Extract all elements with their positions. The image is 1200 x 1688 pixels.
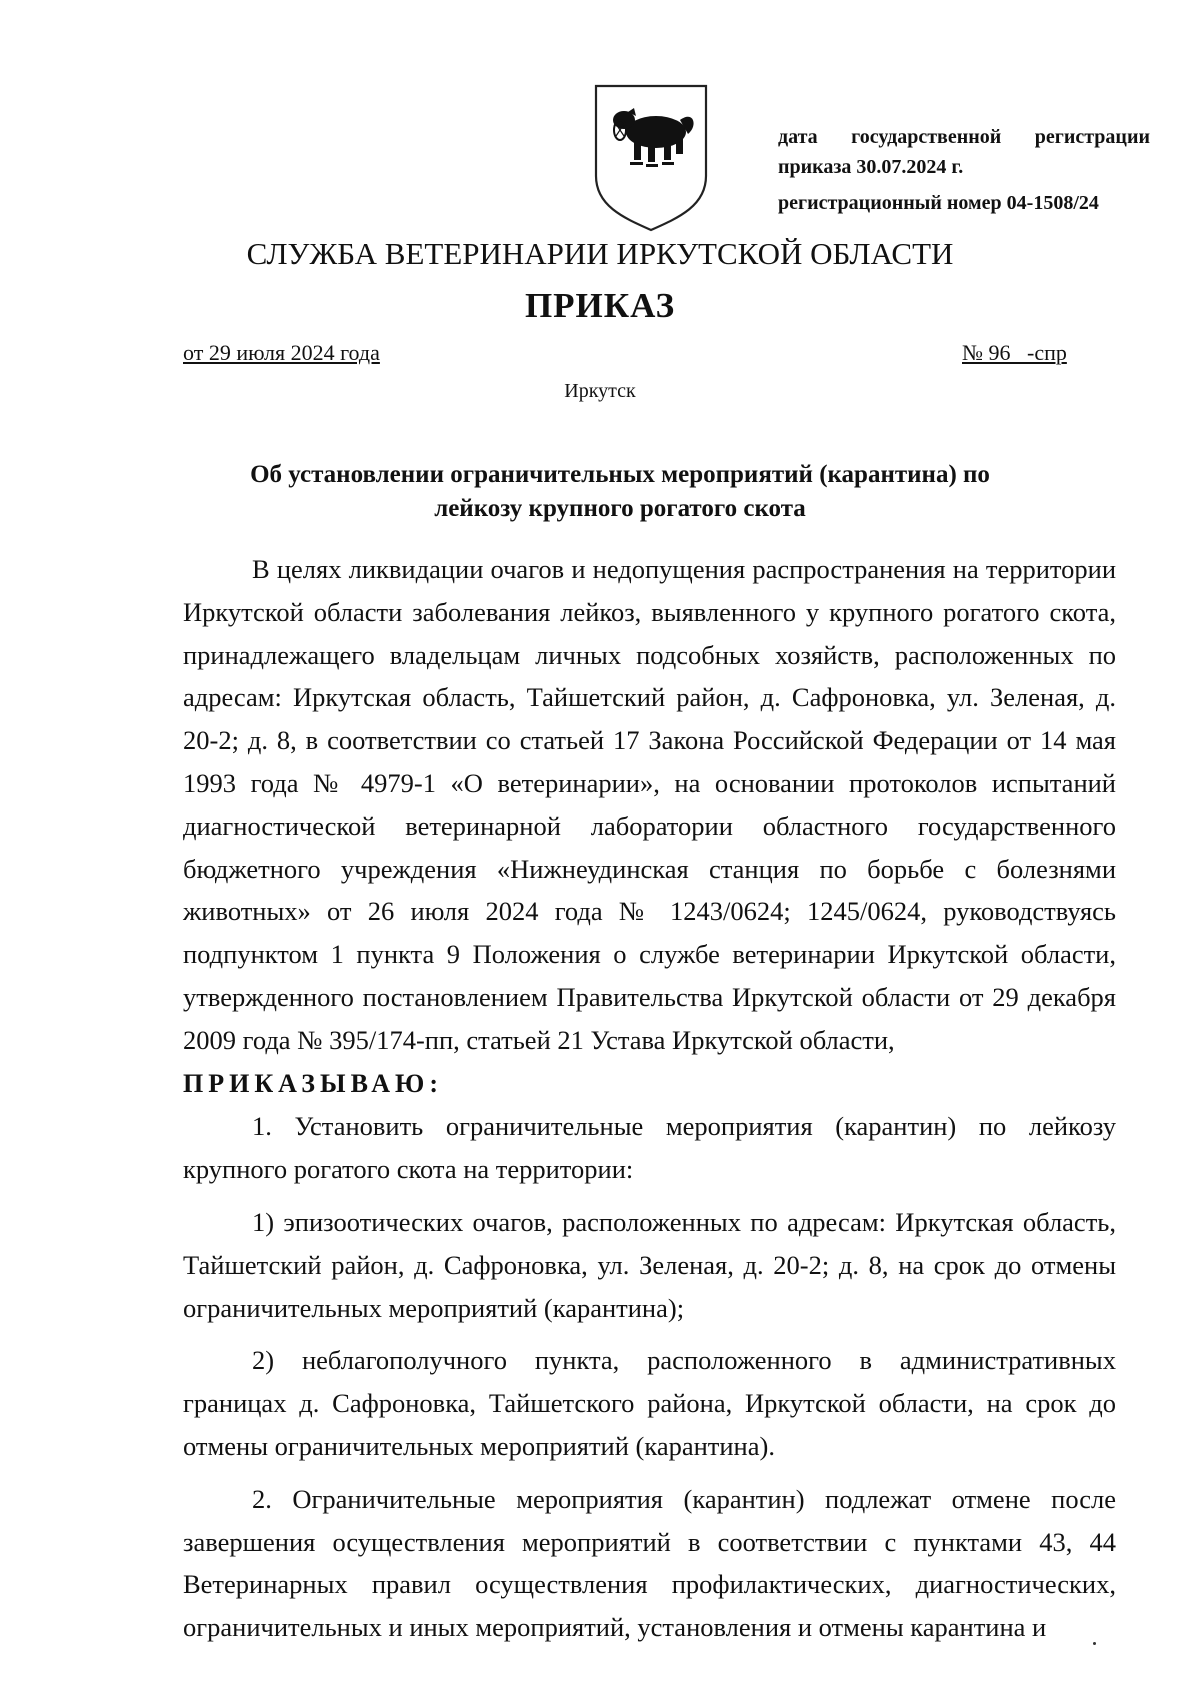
order-number: № 96 -спр [962,340,1067,365]
subject-line: лейкозу крупного рогатого скота [434,495,806,522]
order-keyword: ПРИКАЗЫВАЮ: [183,1068,443,1098]
clause-1: 1. Установить ограничительные мероприятия (карантин) по лейкозу крупного рогатого скота на территории: [183,1111,1116,1185]
order-body [183,548,1116,1649]
registration-number: регистрационный номер 04-1508/24 [778,192,1099,214]
issue-city: Иркутск [564,380,636,402]
clause-2: 2. Ограничительные мероприятия (карантин) подлежат отмене после завершения осуществления мероприятий в соответствии с пунктами 43, 44 Ветеринарных правил осуществления профилактических, диагностических, ограничительных и иных мероприятий, установления и отмены карантина и [183,1483,1116,1643]
order-directive [183,1062,1116,1106]
order-subject [190,458,1050,526]
document-title: ПРИКАЗ [524,286,676,325]
subject-line: Об установлении ограничительных мероприятий (карантина) по [250,461,990,488]
registration-note [778,122,1150,218]
registration-date: приказа 30.07.2024 г. [778,156,964,178]
scan-speck [1093,1642,1096,1645]
clause-1-1: 1) эпизоотических очагов, расположенных по адресам: Иркутская область, Тайшетский район, д. Сафроновка, ул. Зеленая, д. 20-2; д. 8, на срок до отмены ограничительных мероприятий (карантина); [183,1206,1116,1323]
clause-1-2: 2) неблагополучного пункта, расположенного в административных границах д. Сафроновка, Тайшетского района, Иркутской области, на срок до отмены ограничительных мероприятий (карантина). [183,1345,1116,1461]
registration-line: дата государственной регистрации [778,126,1150,148]
coat-of-arms-icon [590,80,712,232]
order-date: от 29 июля 2024 года [183,340,380,365]
agency-name: СЛУЖБА ВЕТЕРИНАРИИ ИРКУТСКОЙ ОБЛАСТИ [246,236,954,271]
preamble-paragraph: В целях ликвидации очагов и недопущения распространения на территории Иркутской области заболевания лейкоз, выявленного у крупного рогатого скота, принадлежащего владельцам личных подсобных хозяйств, расположенных по адресам: Иркутская область, Тайшетский район, д. Сафроновка, ул. Зеленая, д. 20-2; д. 8, в соответствии со статьей 17 Закона Российской Федерации от 14 мая 1993 года № 4979-1 «О ветеринарии», на основании протоколов испытаний диагностической ветеринарной лаборатории областного государственного бюджетного учреждения «Нижнеудинская станция по борьбе с болезнями животных» от 26 июля 2024 года № 1243/0624; 1245/0624, руководствуясь подпунктом 1 пункта 9 Положения о службе ветеринарии Иркутской области, утвержденного постановлением Правительства Иркутской области от 29 декабря 2009 года № 395/174-пп, статьей 21 Устава Иркутской области, [183,554,1116,1055]
